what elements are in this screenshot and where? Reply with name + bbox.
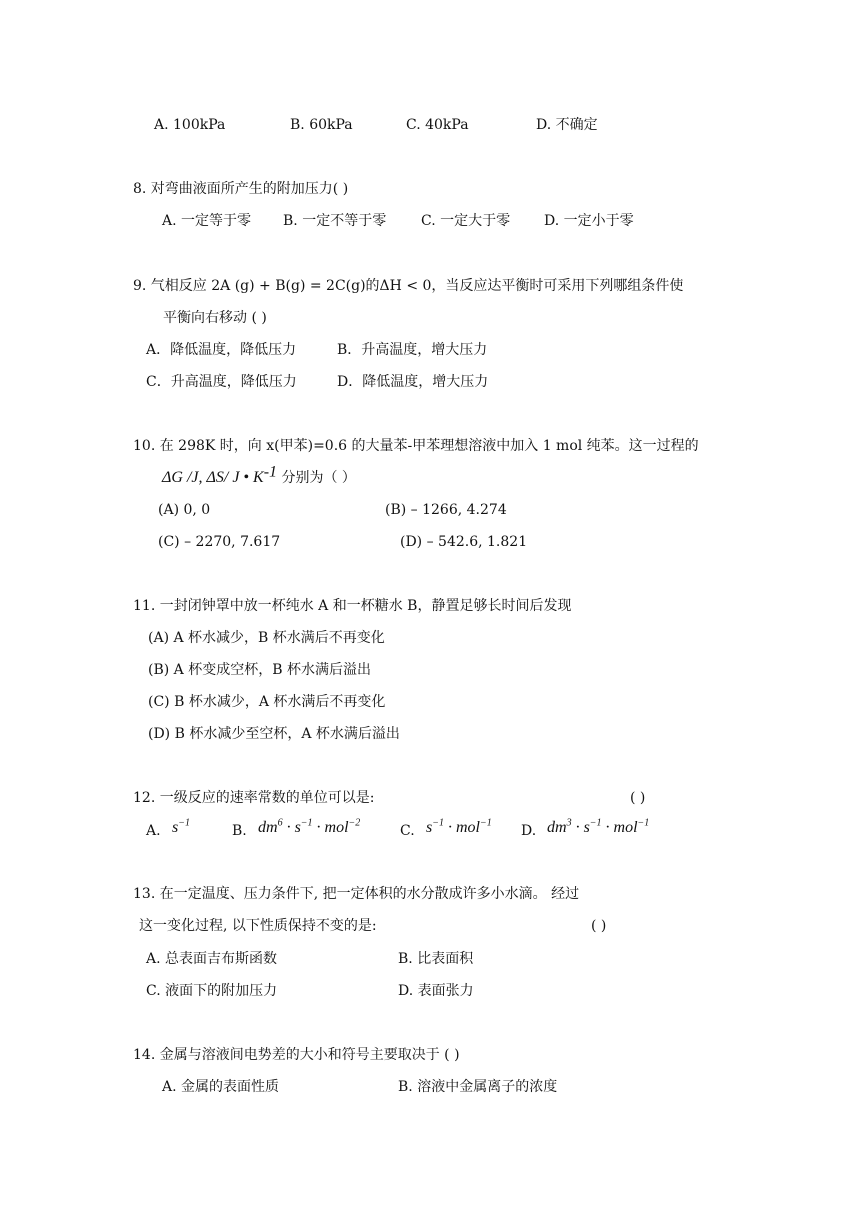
- answer-paren: ( ): [630, 790, 646, 806]
- option-b: B. 一定不等于零: [283, 213, 387, 229]
- option-b-label: B.: [232, 823, 247, 839]
- option-c: C. 40kPa: [406, 117, 469, 133]
- option-c: C. 液面下的附加压力: [146, 983, 278, 999]
- option-b: (B) – 1266, 4.274: [385, 502, 507, 518]
- option-a: A. 100kPa: [154, 117, 226, 133]
- delta-g-delta-s-units: ΔG /J, ΔS/ J • K: [162, 469, 264, 486]
- question-stem: 8. 对弯曲液面所产生的附加压力( ): [133, 181, 349, 197]
- option-c: C. 一定大于零: [421, 213, 511, 229]
- option-a: (A) A 杯水减少，B 杯水满后不再变化: [148, 630, 385, 646]
- option-a: A．降低温度，降低压力: [146, 342, 297, 358]
- option-a: A. 一定等于零: [162, 213, 252, 229]
- question-stem-line1: 10. 在 298K 时，向 x(甲苯)=0.6 的大量苯-甲苯理想溶液中加入 1 mol 纯苯。这一过程的: [133, 438, 699, 454]
- option-c-unit: $s^{-1} \cdot mol^{-1}$: [426, 817, 492, 836]
- stem-tail: 分别为（ ）: [281, 470, 356, 486]
- question-stem-line1: 9. 气相反应 2A (g) + B(g) = 2C(g)的ΔH < 0，当反应达平衡时可采用下列哪组条件使: [133, 278, 684, 294]
- option-b-unit: $dm^6 \cdot s^{-1} \cdot mol^{-2}$: [258, 817, 361, 836]
- option-b: B．升高温度，增大压力: [337, 342, 488, 358]
- question-stem-line2: [162, 463, 356, 487]
- option-b: (B) A 杯变成空杯，B 杯水满后溢出: [148, 662, 371, 678]
- option-c: C．升高温度，降低压力: [146, 374, 297, 390]
- option-d: D. 一定小于零: [544, 213, 634, 229]
- option-a-label: A.: [146, 823, 161, 839]
- option-a: (A) 0, 0: [158, 502, 211, 518]
- option-c: (C) B 杯水减少，A 杯水满后不再变化: [148, 694, 386, 710]
- option-d: (D) B 杯水减少至空杯，A 杯水满后溢出: [148, 726, 400, 742]
- option-b: B. 溶液中金属离子的浓度: [398, 1079, 558, 1095]
- answer-paren: ( ): [591, 918, 607, 934]
- option-b: B. 比表面积: [398, 951, 474, 967]
- option-d: D．降低温度，增大压力: [337, 374, 489, 390]
- unit-exponent: -1: [263, 463, 278, 481]
- option-b: B. 60kPa: [290, 117, 353, 133]
- option-d-unit: $dm^3 \cdot s^{-1} \cdot mol^{-1}$: [547, 817, 650, 836]
- question-stem: 14. 金属与溶液间电势差的大小和符号主要取决于 ( ): [133, 1047, 460, 1063]
- option-c: (C) – 2270, 7.617: [158, 534, 281, 550]
- option-d: D. 表面张力: [398, 983, 474, 999]
- option-a: A. 金属的表面性质: [162, 1079, 280, 1095]
- option-a: A. 总表面吉布斯函数: [146, 951, 278, 967]
- question-stem: 11. 一封闭钟罩中放一杯纯水 A 和一杯糖水 B，静置足够长时间后发现: [133, 598, 572, 614]
- option-a-unit: $s^{-1}$: [172, 817, 190, 836]
- question-stem-line2: 这一变化过程, 以下性质保持不变的是:: [139, 918, 377, 934]
- question-stem-line2: 平衡向右移动 ( ): [163, 310, 267, 326]
- option-d: (D) – 542.6, 1.821: [400, 534, 528, 550]
- option-d-label: D.: [521, 823, 537, 839]
- option-c-label: C.: [400, 823, 415, 839]
- option-d: D. 不确定: [536, 117, 598, 133]
- question-stem: 12. 一级反应的速率常数的单位可以是:: [133, 790, 375, 806]
- question-stem-line1: 13. 在一定温度、压力条件下, 把一定体积的水分散成许多小水滴。 经过: [133, 886, 580, 902]
